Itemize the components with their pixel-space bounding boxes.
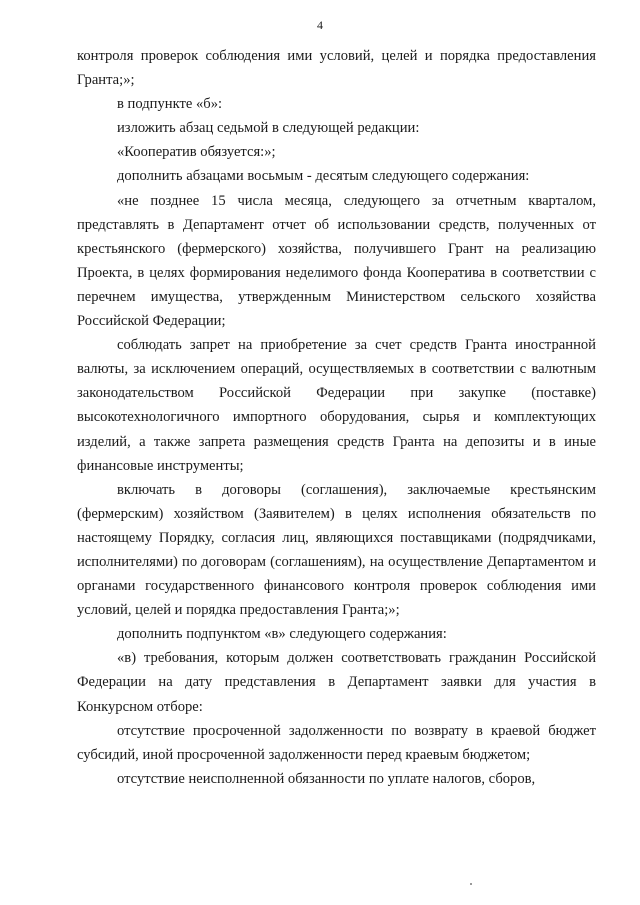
paragraph-subitem-b: в подпункте «б»: [117,96,223,113]
paragraph-citizen-requirements: «в) требования, которым должен соответствовать гражданин Российской Федерации на дату представления в Департамент заявки для участия в Конкурсном отборе: [77,650,596,715]
document-body [77,44,596,791]
paragraph-add-subitem-v: дополнить подпунктом «в» следующего содержания: [117,626,447,643]
scan-artifact [470,883,472,885]
paragraph-amend-seventh: изложить абзац седьмой в следующей редакции: [117,120,420,137]
paragraph-currency-ban: соблюдать запрет на приобретение за счет средств Гранта иностранной валюты, за исключением операций, осуществляемых в соответствии с валютным законодательством Российской Федерации при закупке (поставке) высокотехнологичного импортного оборудования, сырья и комплектующих изделий, а также запрета размещения средств Гранта на депозиты и в иные финансовые инструменты; [77,337,596,474]
paragraph-report-deadline: «не позднее 15 числа месяца, следующего за отчетным кварталом, представлять в Департамент отчет об использовании средств, полученных от крестьянского (фермерского) хозяйства, получившего Грант на реализацию Проекта, в целях формирования неделимого фонда Кооператива в соответствии с перечнем имущества, утвержденным Министерством сельского хозяйства Российской Федерации; [77,192,596,330]
paragraph-add-eighth-tenth: дополнить абзацами восьмым - десятым следующего содержания: [117,168,530,185]
paragraph-contracts-consent: включать в договоры (соглашения), заключаемые крестьянским (фермерским) хозяйством (Заявителем) в целях исполнения обязательств по настоящему Порядку, согласия лиц, являющихся поставщиками (подрядчиками, исполнителями) по договорам (соглашениям), на осуществление Департаментом и органами государственного финансового контроля проверок соблюдения ими условий, целей и порядка предоставления Гранта;»; [77,481,596,619]
paragraph-continuation: контроля проверок соблюдения ими условий, целей и порядка предоставления Гранта;»; [77,48,596,89]
paragraph-cooperative-obliged: «Кооператив обязуется:»; [117,144,276,161]
page-number: 4 [317,18,323,32]
paragraph-no-overdue-debt: отсутствие просроченной задолженности по возврату в краевой бюджет субсидий, иной просроченной задолженности перед краевым бюджетом; [77,722,596,763]
paragraph-no-tax-obligation: отсутствие неисполненной обязанности по уплате налогов, сборов, [117,770,536,787]
